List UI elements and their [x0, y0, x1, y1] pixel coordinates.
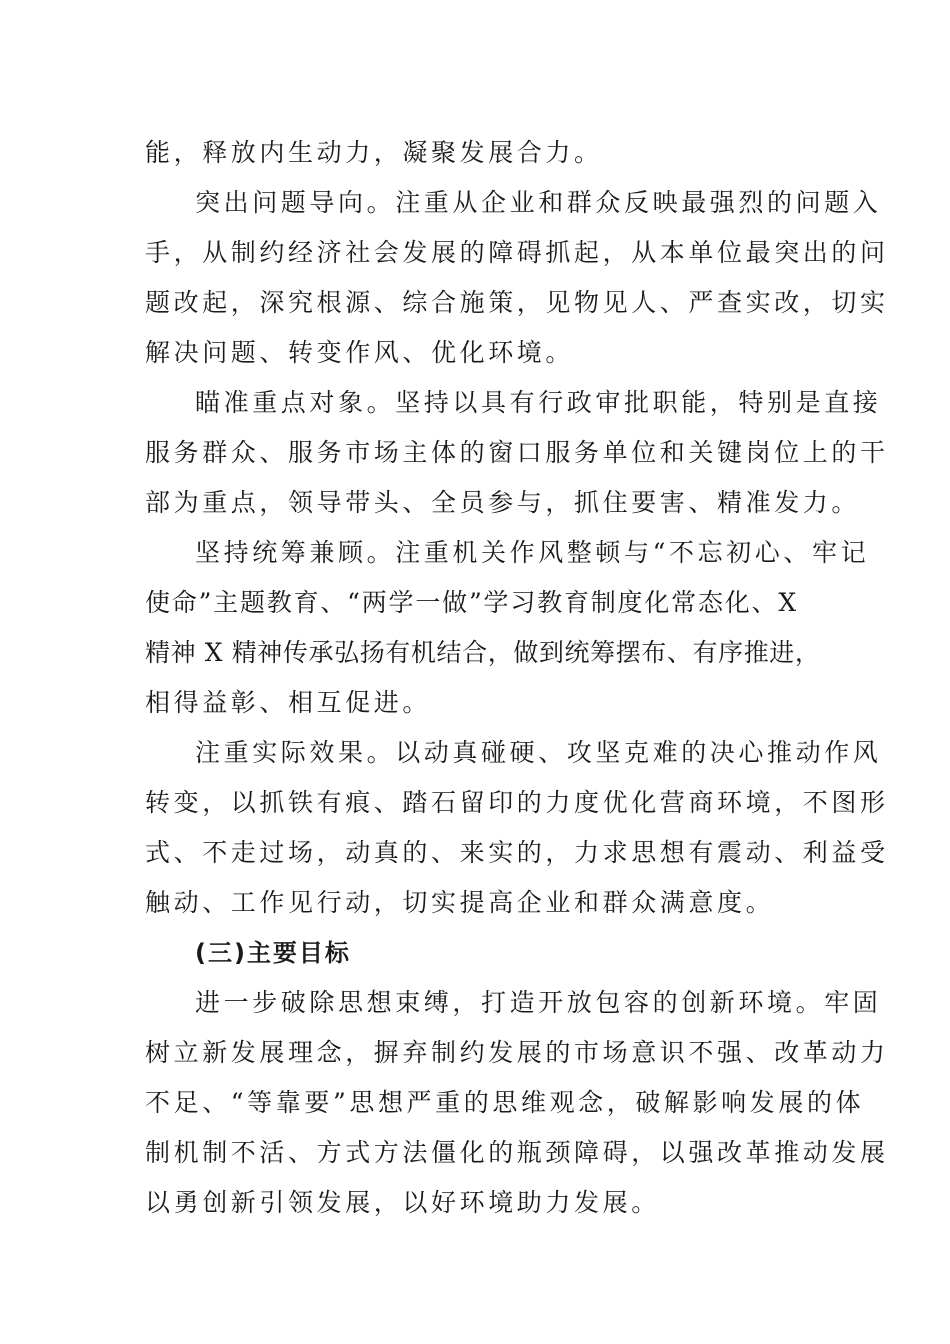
paragraph-first-line: 突出问题导向。注重从企业和群众反映最强烈的问题入 — [195, 188, 882, 217]
paragraph-first-line: 瞄准重点对象。坚持以具有行政审批职能，特别是直接 — [195, 388, 882, 417]
paragraph-line: 精神 X 精神传承弘扬有机结合，做到统筹摆布、有序推进， — [145, 638, 821, 667]
paragraph-line: 部为重点，领导带头、全员参与，抓住要害、精准发力。 — [145, 488, 861, 517]
paragraph-first-line: 进一步破除思想束缚，打造开放包容的创新环境。牢固 — [195, 988, 882, 1017]
paragraph-first-line: 坚持统筹兼顾。注重机关作风整顿与“不忘初心、牢记 — [195, 538, 870, 567]
paragraph-line: 解决问题、转变作风、优化环境。 — [145, 338, 575, 367]
paragraph-line: 能，释放内生动力，凝聚发展合力。 — [145, 138, 603, 167]
paragraph-line: 触动、工作见行动，切实提高企业和群众满意度。 — [145, 888, 775, 917]
paragraph-line: 树立新发展理念，摒弃制约发展的市场意识不强、改革动力 — [145, 1038, 889, 1067]
paragraph-line: 制机制不活、方式方法僵化的瓶颈障碍，以强改革推动发展 — [145, 1138, 889, 1167]
paragraph-line: 以勇创新引领发展，以好环境助力发展。 — [145, 1188, 660, 1217]
paragraph-line: 不足、“等靠要”思想严重的思维观念，破解影响发展的体 — [145, 1088, 865, 1117]
paragraph-line: 式、不走过场，动真的、来实的，力求思想有震动、利益受 — [145, 838, 889, 867]
paragraph-line: 使命”主题教育、“两学一做”学习教育制度化常态化、X — [145, 588, 798, 617]
paragraph-line: 相得益彰、相互促进。 — [145, 688, 432, 717]
paragraph-line: 题改起，深究根源、综合施策，见物见人、严查实改，切实 — [145, 288, 889, 317]
section-heading: (三)主要目标 — [195, 939, 351, 967]
paragraph-line: 手，从制约经济社会发展的障碍抓起，从本单位最突出的问 — [145, 238, 889, 267]
paragraph-line: 转变，以抓铁有痕、踏石留印的力度优化营商环境，不图形 — [145, 788, 889, 817]
paragraph-first-line: 注重实际效果。以动真碰硬、攻坚克难的决心推动作风 — [195, 738, 882, 767]
paragraph-line: 服务群众、服务市场主体的窗口服务单位和关键岗位上的干 — [145, 438, 889, 467]
